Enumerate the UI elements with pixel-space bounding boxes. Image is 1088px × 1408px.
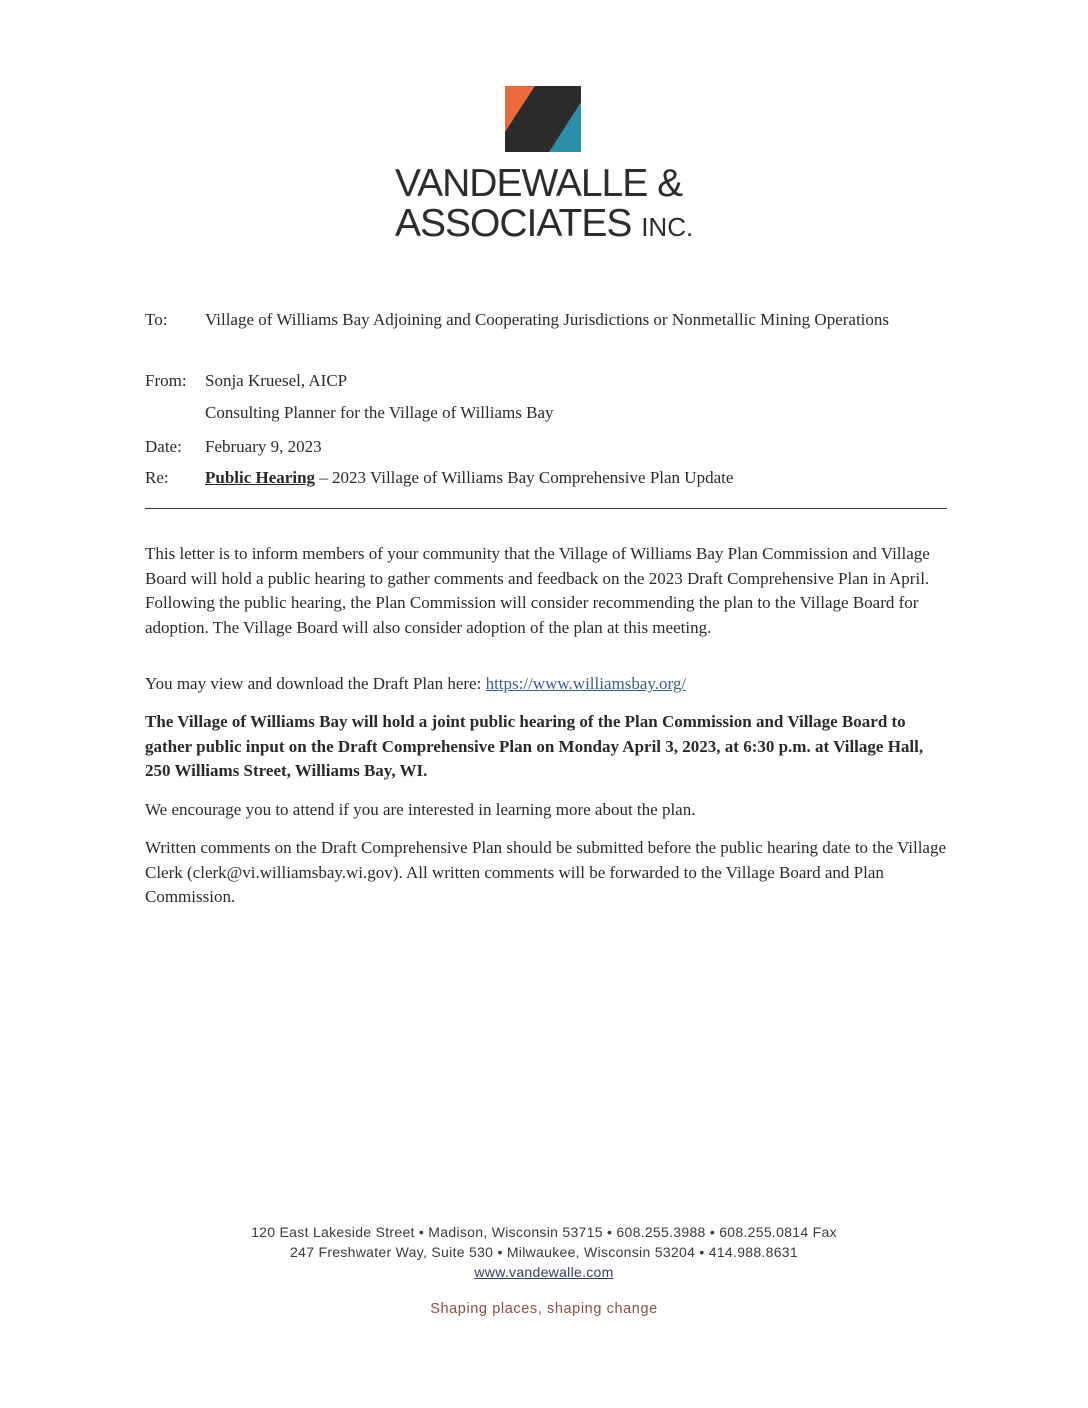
encourage-paragraph: We encourage you to attend if you are interested in learning more about the plan.	[145, 800, 696, 819]
logo-mark-icon	[505, 86, 581, 152]
footer-address-madison: 120 East Lakeside Street • Madison, Wisconsin 53715 • 608.255.3988 • 608.255.0814 Fax	[251, 1224, 837, 1240]
footer-address-milwaukee: 247 Freshwater Way, Suite 530 • Milwaukee, Wisconsin 53204 • 414.988.8631	[290, 1244, 798, 1260]
re-subject: – 2023 Village of Williams Bay Comprehensive Plan Update	[315, 468, 734, 487]
logo-text-line1: VANDEWALLE &	[395, 162, 683, 205]
re-label: Re:	[145, 468, 169, 487]
draft-plan-paragraph	[145, 672, 950, 697]
hearing-notice-paragraph: The Village of Williams Bay will hold a joint public hearing of the Plan Commission and Village Board to gather public input on the Draft Comprehensive Plan on Monday April 3, 2023, at 6:30 p.m. at Village Hall, 250 Williams Street, Williams Bay, WI.	[145, 712, 924, 780]
draft-plan-link[interactable]: https://www.williamsbay.org/	[485, 674, 687, 693]
to-label: To:	[145, 310, 168, 329]
date-label: Date:	[145, 437, 182, 456]
re-value	[205, 465, 733, 491]
logo-text-associates: ASSOCIATES	[395, 202, 632, 245]
re-emphasis: Public Hearing	[205, 468, 316, 487]
logo-text-inc: INC.	[641, 212, 694, 242]
footer-tagline: Shaping places, shaping change	[430, 1301, 658, 1317]
intro-paragraph: This letter is to inform members of your community that the Village of Williams Bay Plan Commission and Village Board will hold a public hearing to gather comments and feedback on the 2023 Draft Comprehensive Plan in April. Following the public hearing, the Plan Commission will consider recommending the plan to the Village Board for adoption. The Village Board will also consider adoption of the plan at this meeting.	[145, 544, 930, 637]
footer-website-row	[0, 1264, 1088, 1280]
written-comments-paragraph: Written comments on the Draft Comprehensive Plan should be submitted before the public hearing date to the Village Clerk (clerk@vi.williamsbay.wi.gov). All written comments will be forwarded to the Village Board and Plan Commission.	[145, 838, 947, 906]
from-title: Consulting Planner for the Village of Williams Bay	[205, 403, 554, 422]
to-value: Village of Williams Bay Adjoining and Cooperating Jurisdictions or Nonmetallic Mining Operations	[205, 310, 890, 329]
footer-website-link[interactable]: www.vandewalle.com	[474, 1264, 614, 1280]
from-value: Sonja Kruesel, AICP	[205, 371, 348, 390]
from-label: From:	[145, 371, 187, 390]
date-value: February 9, 2023	[205, 437, 322, 456]
draft-plan-text: You may view and download the Draft Plan here:	[145, 674, 486, 693]
header-divider	[145, 508, 947, 509]
logo-text-line2	[395, 202, 693, 246]
